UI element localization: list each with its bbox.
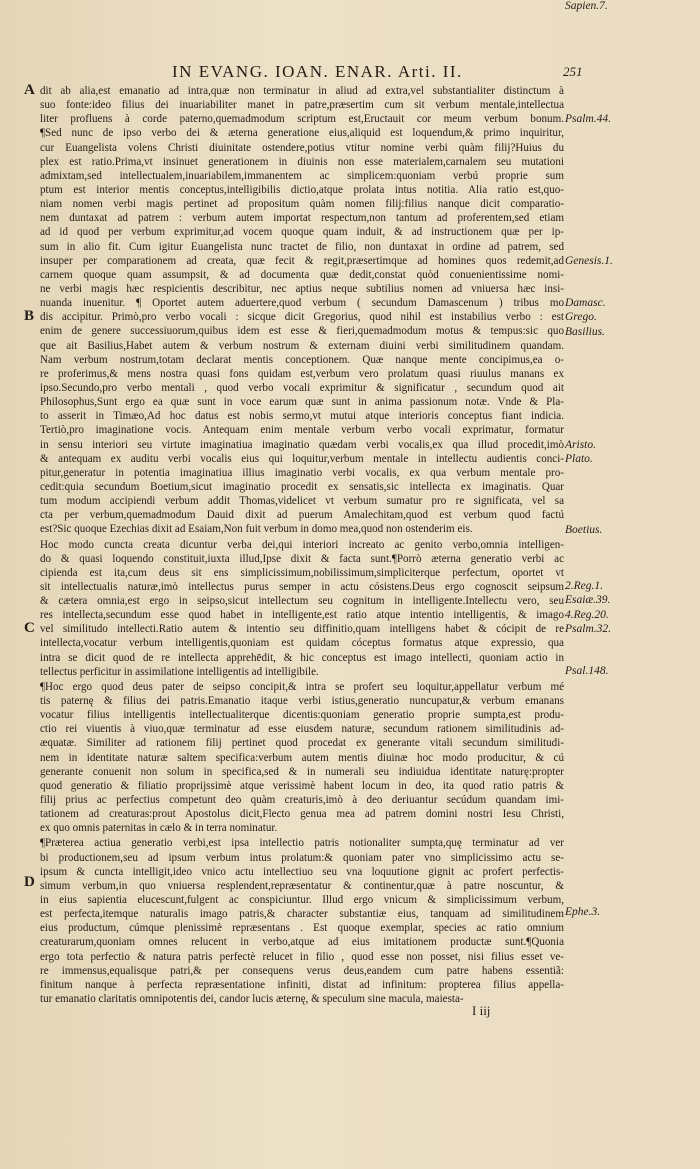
text-line: sum in alio fit. Cum igitur Euangelista nunc tractet de filio, non duntaxat in ordine ad patrem, sed <box>40 240 564 253</box>
marginal-note: Grego. <box>565 311 597 324</box>
marginal-note: Esaiæ.39. <box>565 594 611 607</box>
text-line: est?Sic quoque Ezechias dixit ad Esaiam,Non fuit verbum in domo mea,quod non ostenderim eis. <box>40 523 473 536</box>
text-line: re proferimus,& mens nostra quasi fons quidam est,verbum vero prolatum quasi riuulus manans ex <box>40 367 564 380</box>
marginal-note: Boetius. <box>565 523 603 536</box>
text-line: ipsum & cuncta intelligit,ideo vnico actu intellectiuo seu vna loquutione gignit ac profert perfectis- <box>40 865 564 878</box>
marginal-note: 4.Reg.20. <box>565 608 609 621</box>
marginal-note: Damasc. <box>565 297 606 310</box>
text-line: ¶Præterea actiua generatio verbi,est ipsa intellectio patris notionaliter sumpta,quę terminatur ad ver <box>40 837 564 850</box>
text-line: ptum est interior mentis conceptus,intelligibilis dictio,atque prolata intus notitia. Alia ratio est,quo- <box>40 183 564 196</box>
marginal-note: Aristo. <box>565 438 596 451</box>
text-line: & antequam ex auditu verbi vocalis eius qui loquitur,verbum mentale in intellectu audientis conci- <box>40 452 564 465</box>
text-line: filij prius ac perfectius competunt deo quàm creaturis,imò à deo deriuantur secúdum quandam imi- <box>40 794 564 807</box>
marginal-note: 2.Reg.1. <box>565 580 604 593</box>
text-line: tis paternę & filius dei patris.Emanatio itaque verbi istius,generatio nuncupatur,& verbum emanans <box>40 695 564 708</box>
text-line: intellecta,vocatur verbum intelligentis,quoniam est quidam cóceptus formatus atque expressio, qua <box>40 637 564 650</box>
text-line: dit ab alia,est emanatio ad intra,quæ non terminatur in aliud ad extra,vel substantialiter distinctum à <box>40 85 564 97</box>
text-line: tellectus perficitur in assimilatione intelligentis ad intelligibile. <box>40 665 319 678</box>
text-line: cipienda est ita,cum deus sit ens simplicissimum,nobilissimum,simpliciterque perfectum, oportet vt <box>40 566 564 579</box>
text-line: ctio rei viuentis à viuo,quæ terminatur ad esse eiusdem naturæ, secundum rationem similitudinis ad- <box>40 723 564 736</box>
paragraph <box>40 836 564 1006</box>
text-line: nem in identitate naturæ saltem specifica:verbum autem mentis diuinæ hoc modo producitur, & cú <box>40 751 564 764</box>
text-line: finitum nanque à perfecta repræsentatione infiniti, distat ad infinitum: propterea filius appella- <box>40 978 564 991</box>
paragraph <box>40 680 564 836</box>
text-line: eius productum, cúmque plenissimè repræsentans . Est quoque exemplar, species ac ratio omnium <box>40 922 564 935</box>
text-line: niam nomen verbi magis pertinet ad propositum quàm nomen filij:filius nanque dicit comparatio- <box>40 198 564 211</box>
text-line: ex quo omnis paternitas in cælo & in terra nominatur. <box>40 822 278 835</box>
text-line: re immensus,equalisque patri,& per consequens verus deus,eandem cum patre habens essentiã: <box>40 964 564 977</box>
text-line: suo fonte:ideo filius dei inuariabiliter manet in patre,præsertim cum sit verbum mentale,intellectua <box>40 99 564 112</box>
text-line: in sensu interiori seu virtute imaginatiua imaginatio quædam verbi vocalis,ex qua illud procedit,imò <box>40 438 564 451</box>
main-text <box>40 84 564 1007</box>
section-letter: C <box>24 619 35 636</box>
text-line: æquatæ. Similiter ad rationem filij pertinet quod procedat ex generante vitali secundum similitudi- <box>40 737 564 750</box>
text-line: ipso.Secundo,pro verbo mentali , quod verbo vocali exprimitur & significatur , secundum quod ait <box>40 381 564 394</box>
text-line: in eius sapientia elucescunt,fulgent ac conspiciuntur. Illud ergo vnicum & simplicissimum verbum, <box>40 894 564 907</box>
marginal-note: Basilius. <box>565 325 605 338</box>
marginal-note: Ephe.3. <box>565 905 601 918</box>
text-line: bi productionem,seu ad ipsum verbum intus prolatum:& quoniam pater vno simplicissimo actu se- <box>40 851 564 864</box>
text-line: liter profluens à corde paterno,quemadmodum scriptum est,Eructauit cor meum verbum bonum. <box>40 113 564 126</box>
text-line: tationem ad creaturas:prout Apostolus dicit,Flecto genua mea ad patrem domini nostri Iesu Christi, <box>40 808 564 821</box>
text-line: simum verbum,in quo vniuersa resplendent,repræsentatur & continentur,quæ à patre noscuntur, & <box>40 879 564 892</box>
text-line: plex est ratio.Prima,vt insinuet generationem in diuinis non esse materialem,carnalem seu mutationi <box>40 155 564 168</box>
text-line: insuper per comparationem ad creata, quæ fecit & regit,præsertimque ad homines quos redemit,ad <box>40 254 564 267</box>
text-line: ad id quod per verbum exprimitur,ad vocem quoque quam induit, & ad instructionem quæ per ip- <box>40 226 564 239</box>
text-line: Nam verbum nostrum,totam declarat mentis conceptionem. Quæ nanque mente concipimus,ea o- <box>40 353 564 366</box>
text-line: tur emanatio claritatis omnipotentis dei, candor lucis æternę, & speculum sine macula, maiesta- <box>40 993 464 1005</box>
text-line: ¶Sed nunc de ipso verbo dei & æterna generatione eius,aliquid est loquendum,& primo inquiritur, <box>40 127 564 140</box>
text-line: enim de genere successiuorum,quibus idem est esse & fieri,quemadmodum motus & tempus:sic quo <box>40 325 564 338</box>
text-line: Philosophus,Sunt ergo ea quæ sunt in voce earum quæ sunt in anima passionum notæ. Vnde & Pla- <box>40 396 564 409</box>
text-line: est perfecta,itemque naturalis imago patris,& character substantiæ eius, tanquam ad similitudinem <box>40 908 564 921</box>
text-line: creaturarum,quoniam omnes relucent in verbo,atque ad eius imitationem productæ sunt.¶Quonia <box>40 936 564 949</box>
text-line: nuanda inuenitur. ¶ Oportet autem aduertere,quod verbum ( secundum Damascenum ) tribus mo <box>40 297 564 310</box>
text-line: pitur,generatur in potentia imaginatiua illius imaginatio verbi vocalis, ex qua verbum mentale pro- <box>40 466 564 479</box>
text-line: do & quasi loquendo constituit,iuxta illud,Ipse dixit & facta sunt.¶Porrò æterna generatio verbi ac <box>40 552 564 565</box>
text-line: cur Euangelista volens Christi diuinitate ostendere,potius vtitur nomine verbi quàm filij?Huius du <box>40 141 564 154</box>
text-line: cedit:quia secundum Boetium,sicut imaginatio procedit ex sensatis,sic intellecta ex imaginatis. Quar <box>40 480 564 493</box>
section-letter: B <box>24 308 35 325</box>
section-letter: A <box>24 82 35 98</box>
page-number: 251 <box>563 64 583 79</box>
text-line: ¶Hoc ergo quod deus pater de seipso concipit,& intra se profert seu loquitur,appellatur verbum mé <box>40 680 564 693</box>
marginal-note: Psal.148. <box>565 665 609 678</box>
text-line: dis accipitur. Primò,pro verbo vocali : sicque dicit Gregorius, quod nihil est instabilius verbo : est <box>40 311 564 324</box>
text-line: vel similitudo intellecti.Ratio autem & intentio seu diffinitio,quam intelligens habet & cócipit de re <box>40 623 564 636</box>
text-line: quod generatio & filiatio proprijssimè atque verissimè habent locum in deo, ita quod ratio patris & <box>40 779 564 792</box>
marginal-note: Plato. <box>565 452 593 465</box>
text-line: vocatur filius intelligentis intellectualiterque dicentis:quoniam generatio proprie sumpta,est produ- <box>40 709 564 722</box>
running-header <box>0 62 700 84</box>
paragraph <box>40 538 564 679</box>
text-line: que ait Basilius,Habet autem & verbum nostrum & externam diuini verbi similitudinem quandam. <box>40 339 564 352</box>
marginal-note: Psalm.32. <box>565 622 611 635</box>
paragraph <box>40 84 564 537</box>
text-line: & cætera omnia,est ergo in seipso,sicut intellectum seu cognitum in intelligente.Intellectu vero, seu <box>40 595 564 608</box>
text-line: sit intellectualis naturæ,imò intellectus purus semper in actu cósistens.Deus ergo cognoscit seipsum <box>40 580 564 593</box>
text-line: carnem quoque quam assumpsit, & ad documenta quæ dedit,constat quòd conuenientissime nomi- <box>40 268 564 281</box>
section-letter: D <box>24 874 35 891</box>
text-line: generante conuenit non solum in specifica,sed & in numerali seu indiuidua identitate naturę:propter <box>40 765 564 778</box>
text-line: intra se dicit quod de re intellecta apprehēdit, & hic conceptus est imago intellecti, quoniam actio in <box>40 651 564 664</box>
text-line: admixtam,sed intellectualem,inuariabilem,immanentem ac simplicem:quoniam verbú proprie sum <box>40 169 564 182</box>
text-line: Hoc modo cuncta creata dicuntur verba dei,qui interiori increato ac genito verbo,omnia intelligen- <box>40 538 564 551</box>
marginal-note: Genesis.1. <box>565 254 613 267</box>
marginal-note: Psalm.44. <box>565 113 611 126</box>
text-line: Tertiò,pro imaginatione vocis. Antequam enim mentale verbum verbo vocali exprimatur, formatur <box>40 424 564 437</box>
marginal-note: Sapien.7. <box>565 0 608 12</box>
text-line: to asserit in Timæo,Ad hoc datus est nobis sermo,vt mutui atque interioris conceptus fiant indicia. <box>40 410 564 423</box>
signature-mark: I iij <box>472 1003 491 1018</box>
text-line: res intellecta,secundum esse quod habet in intelligente,est ratio atque intentio intelligentis, & imago <box>40 609 564 622</box>
text-line: nem duntaxat ad patrem : verbum autem importat respectum,non tantum ad proferentem,sed etiam <box>40 212 564 225</box>
text-line: cta per verbum,quemadmodum Dauid dixit ad puerum Amalechitam,quod est verbum quod factú <box>40 509 564 522</box>
text-line: ne verbi magis hæc respicientis describitur, nec aptius neque subtilius nomen ad vniuersa hæc insi- <box>40 282 564 295</box>
text-line: ergo tota perfectio & natura patris perfectè relucet in filio , quod esse non posset, nisi filius esset ve- <box>40 950 564 963</box>
page-title: IN EVANG. IOAN. ENAR. Arti. II. <box>172 62 463 81</box>
text-line: tum modum accipiendi verbum addit Thomas,videlicet vt verbum sumatur pro re significata, vel sa <box>40 495 564 508</box>
